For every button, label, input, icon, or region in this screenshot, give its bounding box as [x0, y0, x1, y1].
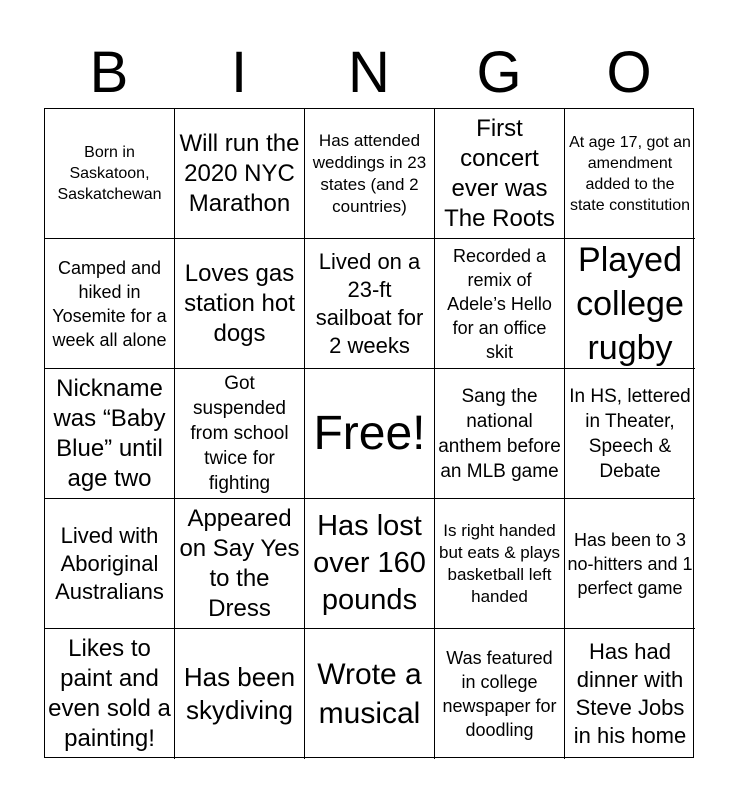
cell-text: Sang the national anthem before an MLB game: [438, 385, 561, 482]
bingo-cell-r4-c4[interactable]: [435, 499, 565, 629]
cell-text: In HS, lettered in Theater, Speech & Debate: [569, 385, 691, 482]
bingo-cell-r4-c3[interactable]: [305, 499, 435, 629]
bingo-cell-r2-c1[interactable]: [45, 239, 175, 369]
cell-text: Has been to 3 no-hitters and 1 perfect game: [567, 529, 693, 598]
header-letter-g: G: [476, 40, 522, 105]
cell-text: Is right handed but eats & plays basketball left handed: [439, 520, 560, 606]
cell-text: Wrote a musical: [317, 658, 422, 730]
bingo-cell-r1-c3[interactable]: [305, 109, 435, 239]
header-letter-b: B: [89, 40, 129, 105]
bingo-cell-r2-c4[interactable]: [435, 239, 565, 369]
bingo-cell-r4-c2[interactable]: [175, 499, 305, 629]
bingo-cell-r5-c1[interactable]: [45, 629, 175, 759]
bingo-cell-free[interactable]: [305, 369, 435, 499]
bingo-header: [44, 40, 694, 106]
cell-text: Has lost over 160 pounds: [313, 510, 426, 616]
cell-text: Played college rugby: [576, 240, 684, 367]
cell-text: Appeared on Say Yes to the Dress: [179, 504, 300, 622]
cell-text: Has been skydiving: [183, 662, 296, 725]
cell-text: Loves gas station hot dogs: [184, 259, 295, 347]
bingo-grid: [44, 108, 694, 758]
bingo-cell-r1-c2[interactable]: [175, 109, 305, 239]
bingo-cell-r1-c4[interactable]: [435, 109, 565, 239]
bingo-cell-r3-c5[interactable]: [565, 369, 695, 499]
bingo-cell-r5-c5[interactable]: [565, 629, 695, 759]
cell-text: Lived with Aboriginal Australians: [55, 522, 164, 604]
bingo-cell-r5-c3[interactable]: [305, 629, 435, 759]
bingo-cell-r3-c4[interactable]: [435, 369, 565, 499]
cell-text: At age 17, got an amendment added to the state constitution: [569, 133, 691, 214]
bingo-cell-r4-c1[interactable]: [45, 499, 175, 629]
bingo-cell-r1-c5[interactable]: [565, 109, 695, 239]
bingo-cell-r5-c4[interactable]: [435, 629, 565, 759]
bingo-cell-r4-c5[interactable]: [565, 499, 695, 629]
bingo-cell-r2-c3[interactable]: [305, 239, 435, 369]
cell-text: Camped and hiked in Yosemite for a week all alone: [52, 257, 167, 350]
cell-text: Likes to paint and even sold a painting!: [48, 635, 171, 752]
header-letter-n: N: [348, 40, 390, 105]
cell-text: Lived on a 23-ft sailboat for 2 weeks: [315, 248, 424, 358]
header-letter-i: I: [230, 40, 248, 105]
bingo-cell-r2-c2[interactable]: [175, 239, 305, 369]
cell-text: Got suspended from school twice for fighting: [190, 373, 289, 494]
cell-text: Free!: [313, 406, 426, 460]
bingo-cell-r2-c5[interactable]: [565, 239, 695, 369]
bingo-cell-r1-c1[interactable]: [45, 109, 175, 239]
cell-text: Born in Saskatoon, Saskatchewan: [57, 144, 162, 203]
header-letter-o: O: [606, 40, 652, 105]
cell-text: Was featured in college newspaper for doodling: [442, 648, 557, 740]
bingo-cell-r5-c2[interactable]: [175, 629, 305, 759]
bingo-cell-r3-c1[interactable]: [45, 369, 175, 499]
cell-text: Recorded a remix of Adele’s Hello for an office skit: [447, 245, 552, 362]
cell-text: Will run the 2020 NYC Marathon: [179, 129, 300, 217]
cell-text: Has had dinner with Steve Jobs in his home: [573, 639, 687, 748]
bingo-cell-r3-c2[interactable]: [175, 369, 305, 499]
cell-text: Nickname was “Baby Blue” until age two: [53, 374, 166, 492]
cell-text: Has attended weddings in 23 states (and 2 countries): [312, 130, 427, 216]
cell-text: First concert ever was The Roots: [444, 114, 555, 232]
